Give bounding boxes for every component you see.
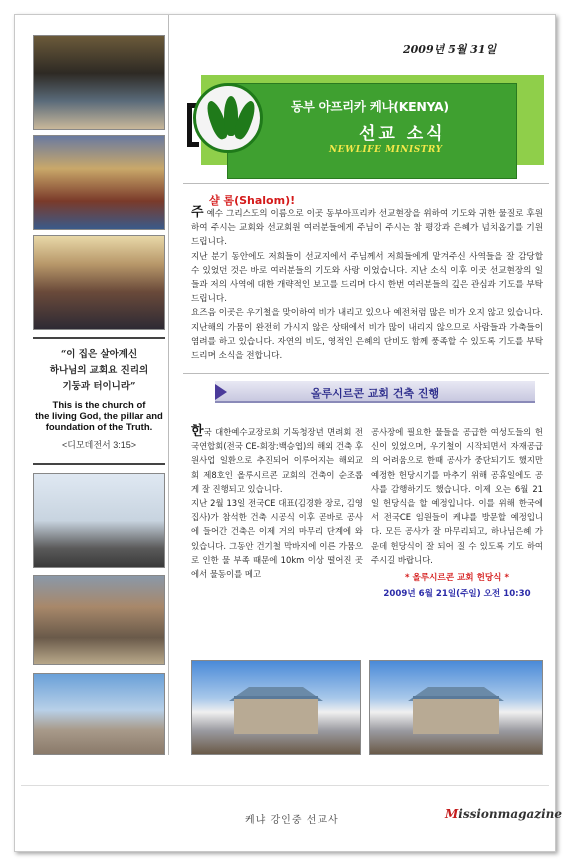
photo-conference-hall [33,135,165,230]
photo-church-interior [33,575,165,665]
section-title: 올루시르콘 교회 건축 진행 [310,387,440,400]
scripture-verse-box [33,337,165,465]
article-dropcap: 한 [191,424,204,439]
dedication-date: 2009년 6월 21일(주일) 오전 10:30 [383,589,531,600]
greeting-paragraph-2: 지난 분기 동안에도 저희들이 선교지에서 주님께서 저희들에게 맡겨주신 사역들을 잘 감당할 수 있었던 것은 바로 여러분들의 기도와 사랑 이었습니다. 지난 소식 이후 이곳 선교현장의 일들과 저의 사역에 대한 개략적인 보고를 드리며 다시 한번 여러분들의 깊은 관심과 기도를 부탁 드립니다. [191,251,543,305]
section-rule [183,373,549,374]
issue-date: 2009년 5월 31일 [403,43,497,56]
photo-church-construction [33,673,165,755]
masthead-subtitle: NEWLIFE MINISTRY [329,145,443,155]
greeting-paragraph-1: 주 예수 그리스도의 이름으로 이곳 동부아프리카 선교현장을 위하여 기도와 귀한 물질로 후원하여 주시는 교회와 선교회원 여러분들에게 주님이 주시는 참 평강과 은혜가 넘치옵기를 기원 드립니다. [191,205,543,248]
verse-korean-line2: 하나님의 교회요 진리의 [49,365,149,376]
greeting-body [191,206,543,363]
verse-reference: <디모데전서 3:15> [62,440,136,450]
verse-english-line1: This is the church of [52,400,146,411]
masthead-region: 동부 아프리카 케냐(KENYA) [291,99,449,114]
masthead-title: 선교 소식 [359,124,446,144]
footer-rule [21,785,549,786]
newsletter-page [14,14,563,852]
header-rule [183,183,549,184]
missionary-name: 케냐 강인중 선교사 [245,815,339,826]
section-header-bar [215,381,535,403]
mission-magazine-logo: Missionmagazine [445,807,563,821]
dedication-title: * 올루시르콘 교회 헌당식 * [405,573,509,584]
article-paragraph-1: 한국 대한예수교장로회 기독청장년 면려회 전국연합회(전국 CE-회장:백승엽)의 해외 건축 후원사업 일환으로 추진되어 이루어지는 해외교회 제8호인 올루시르콘 교회의 건축이 순조롭게 잘 진행되고 있습니다. [191,424,363,494]
verse-korean-line3: 기둥과 터이니라” [62,381,136,392]
masthead-banner [187,69,544,179]
article-paragraph-3: 공사장에 필요한 물들을 공급한 여성도들의 헌신이 있었으며, 우기철이 시작되면서 자재공급의 어려움으로 한때 공사가 중단되기도 했지만 예정한 헌당시기를 마추기 위해 공휴일에도 공사를 감행하기도 했습니다. 이제 오는 6월 21일 헌당식을 할 예정입니다. 이를 위해 한국에서 전국CE 임원들이 케냐를 방문할 예정입니다. 모든 공사가 잘 마무리되고, 하나님은혜 가운데 헌당식이 잘 되어 질 수 있도록 기도 하여 주시길 바랍니다. [371,427,543,565]
ministry-logo-icon [193,83,263,153]
greeting-title: 샬 롬(Shalom)! [209,194,296,207]
photo-cross-roof-work [33,473,165,568]
photo-church-building-front [191,660,361,755]
article-column-2 [371,425,543,599]
greeting-dropcap: 주 [191,205,204,220]
article-paragraph-2: 지난 2월 13일 전국CE 대표(김경환 장로, 김영 집사)가 참석한 건축 시공식 이후 곧바로 공사에 들어간 건축은 이제 거의 마무리 단계에 와 있습니다. 그동안 건기철 막바지에 이른 가뭄으로 인한 물 부족 때문에 10km 이상 떨어진 곳에서 물동이를 메고 [191,498,363,580]
verse-english [33,400,165,433]
photo-church-building-side [369,660,543,755]
photo-group-gathering [33,235,165,330]
column-divider [168,15,169,755]
photo-worship-meeting [33,35,165,130]
verse-english-line3: foundation of the Truth. [45,422,153,433]
article-column-1 [191,425,363,581]
photo-column [21,15,165,755]
greeting-paragraph-3: 요즈음 이곳은 우기철을 맞이하여 비가 내리고 있으나 예전처럼 많은 비가 오지 않고 있습니다. 지난해의 가뭄이 완전히 가시지 않은 상태에서 비가 많이 내리지 않으므로 사람들과 가축들이 염려를 하고 있습니다. 자연의 비도, 영적인 은혜의 단비도 함께 풍족할 수 있도록 기도를 부탁 드리며 소식을 전합니다. [191,308,543,362]
verse-english-line2: the living God, the pillar and [35,411,163,422]
verse-korean-line1: “이 집은 살아계신 [60,349,138,360]
